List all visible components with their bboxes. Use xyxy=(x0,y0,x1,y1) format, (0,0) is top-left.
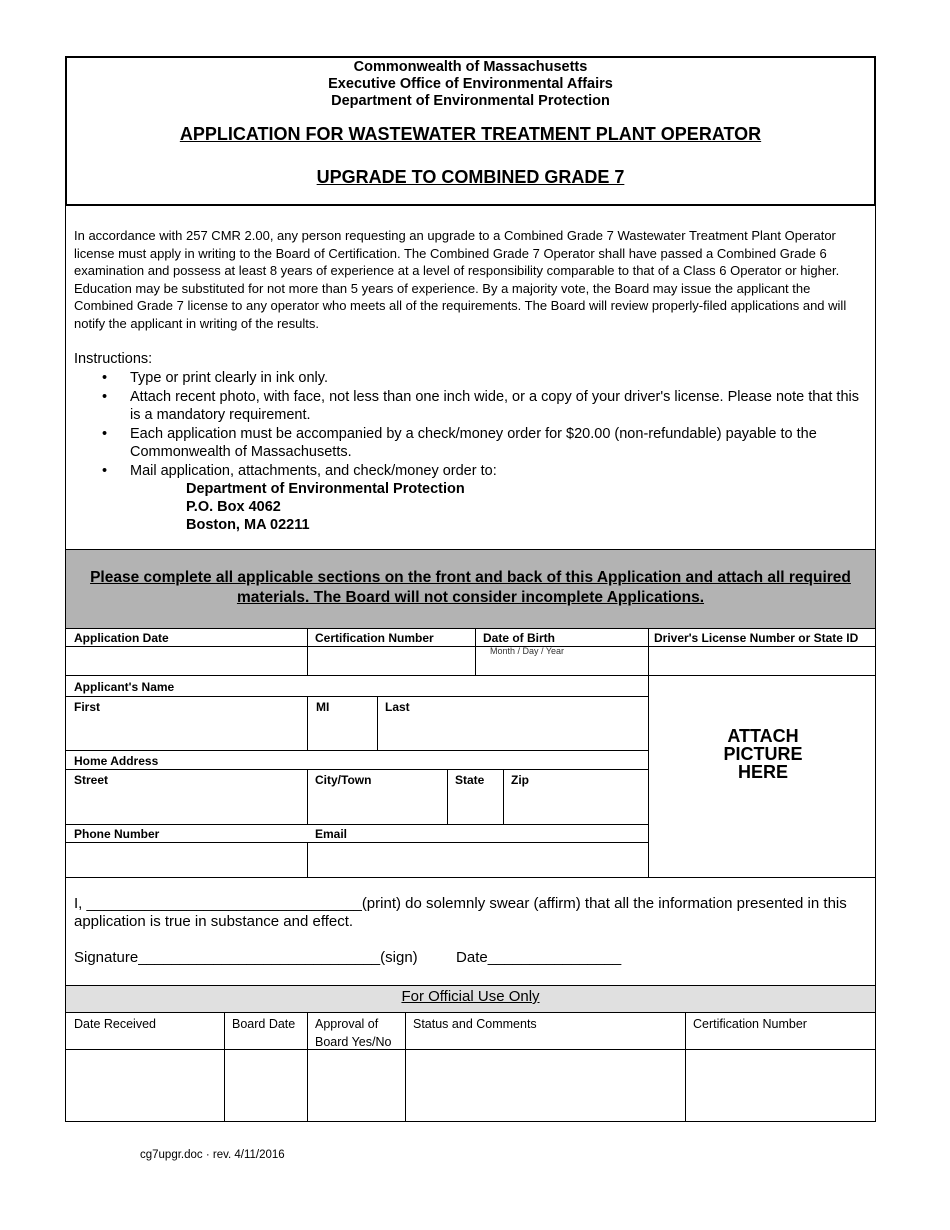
phone-field[interactable] xyxy=(67,843,306,877)
middle-initial-field[interactable] xyxy=(308,715,376,749)
home-address-label: Home Address xyxy=(74,754,159,768)
certification-number-header: Certification Number xyxy=(693,1017,807,1031)
instruction-item: • Type or print clearly in ink only. xyxy=(102,369,328,386)
agency-line-1: Commonwealth of Massachusetts xyxy=(353,59,588,75)
last-name-field[interactable] xyxy=(378,715,647,749)
middle-initial-label: MI xyxy=(316,700,330,714)
street-label: Street xyxy=(74,773,109,787)
status-comments-header: Status and Comments xyxy=(413,1017,537,1031)
agency-line-3: Department of Environmental Protection xyxy=(331,93,610,109)
mailing-address-line: P.O. Box 4062 xyxy=(186,498,281,515)
first-name-field[interactable] xyxy=(67,715,306,749)
form-subtitle: UPGRADE TO COMBINED GRADE 7 xyxy=(316,167,625,187)
agency-line-2: Executive Office of Environmental Affairs xyxy=(328,76,613,92)
date-of-birth-label: Date of Birth xyxy=(483,631,555,645)
street-field[interactable] xyxy=(67,788,306,823)
drivers-license-label: Driver's License Number or State ID xyxy=(654,631,859,645)
approval-header: Approval of Board Yes/No xyxy=(315,1017,392,1049)
signature-field[interactable]: _____________________________ xyxy=(138,949,381,966)
city-label: City/Town xyxy=(315,773,372,787)
certification-number-label: Certification Number xyxy=(315,631,434,645)
date-received-header: Date Received xyxy=(74,1017,156,1031)
bullet-icon: • xyxy=(102,425,108,442)
city-field[interactable] xyxy=(308,788,446,823)
application-form xyxy=(65,56,876,1122)
instructions-heading: Instructions: xyxy=(74,350,153,367)
signature-date-field[interactable]: ________________ xyxy=(487,949,622,966)
bullet-icon: • xyxy=(102,369,108,386)
instruction-item: • Mail application, attachments, and check/money order to: xyxy=(102,462,497,479)
application-date-label: Application Date xyxy=(74,631,169,645)
instruction-item: • Attach recent photo, with face, not less than one inch wide, or a copy of your driver's license. Please note that this is a mandatory requirement. xyxy=(102,388,859,423)
email-field[interactable] xyxy=(308,843,647,877)
official-use-heading: For Official Use Only xyxy=(66,986,875,1013)
email-label: Email xyxy=(315,827,348,841)
attach-picture-box[interactable]: ATTACH PICTURE HERE xyxy=(723,726,803,782)
application-date-field[interactable] xyxy=(67,647,306,674)
date-of-birth-field[interactable] xyxy=(476,657,647,674)
document-footer: cg7upgr.doc · rev. 4/11/2016 xyxy=(140,1149,285,1161)
affirmation-section xyxy=(65,877,876,985)
instructions-section xyxy=(65,206,876,549)
last-name-label: Last xyxy=(385,700,410,714)
instruction-item: • Each application must be accompanied by a check/money order for $20.00 (non-refundable) payable to the Commonwealth of Massachusetts. xyxy=(102,425,817,460)
board-date-header: Board Date xyxy=(232,1017,296,1031)
dob-format-hint: Month / Day / Year xyxy=(490,646,565,656)
zip-label: Zip xyxy=(511,773,529,787)
bullet-icon: • xyxy=(102,388,108,405)
zip-field[interactable] xyxy=(504,788,647,823)
applicants-name-label: Applicant's Name xyxy=(74,680,175,694)
official-use-table xyxy=(65,985,876,1122)
instructions-list xyxy=(74,369,867,480)
signature-line: Signature_____________________________(sign) Date________________ xyxy=(74,949,622,966)
affirmation-statement: I, _________________________________(print) do solemnly swear (affirm) that all the information presented in this application is true in substance and effect. xyxy=(74,895,847,930)
completion-notice: Please complete all applicable sections on the front and back of this Application and attach all required materials. The Board will not consider incomplete Applications. xyxy=(65,549,876,628)
first-name-label: First xyxy=(74,700,101,714)
state-label: State xyxy=(455,773,485,787)
drivers-license-field[interactable] xyxy=(649,647,875,674)
state-field[interactable] xyxy=(448,788,502,823)
bullet-icon: • xyxy=(102,462,108,479)
certification-number-field[interactable] xyxy=(308,647,474,674)
mailing-address-line: Department of Environmental Protection xyxy=(186,480,465,497)
form-title: APPLICATION FOR WASTEWATER TREATMENT PLANT OPERATOR xyxy=(179,124,762,144)
print-name-field[interactable]: _________________________________ xyxy=(86,895,362,912)
intro-paragraph: In accordance with 257 CMR 2.00, any person requesting an upgrade to a Combined Grade 7 Wastewater Treatment Plant Operator license must apply in writing to the Board of Certification. The Combined Grade 7 Operator shall have passed a Combined Grade 6 examination and possess at least 8 years of experience at a level of responsibility comparable to that of a Class 6 Operator or higher. Education may be substituted for not more than 5 years of experience. By a majority vote, the Board may issue the applicant the Combined Grade 7 license to any operator who meets all of the requirements. The Board will review properly-filed applications and will notify the applicant in writing of the results. xyxy=(74,228,847,331)
applicant-info-grid xyxy=(65,628,876,877)
form-header xyxy=(65,56,876,206)
phone-label: Phone Number xyxy=(74,827,160,841)
mailing-address-line: Boston, MA 02211 xyxy=(186,516,310,533)
